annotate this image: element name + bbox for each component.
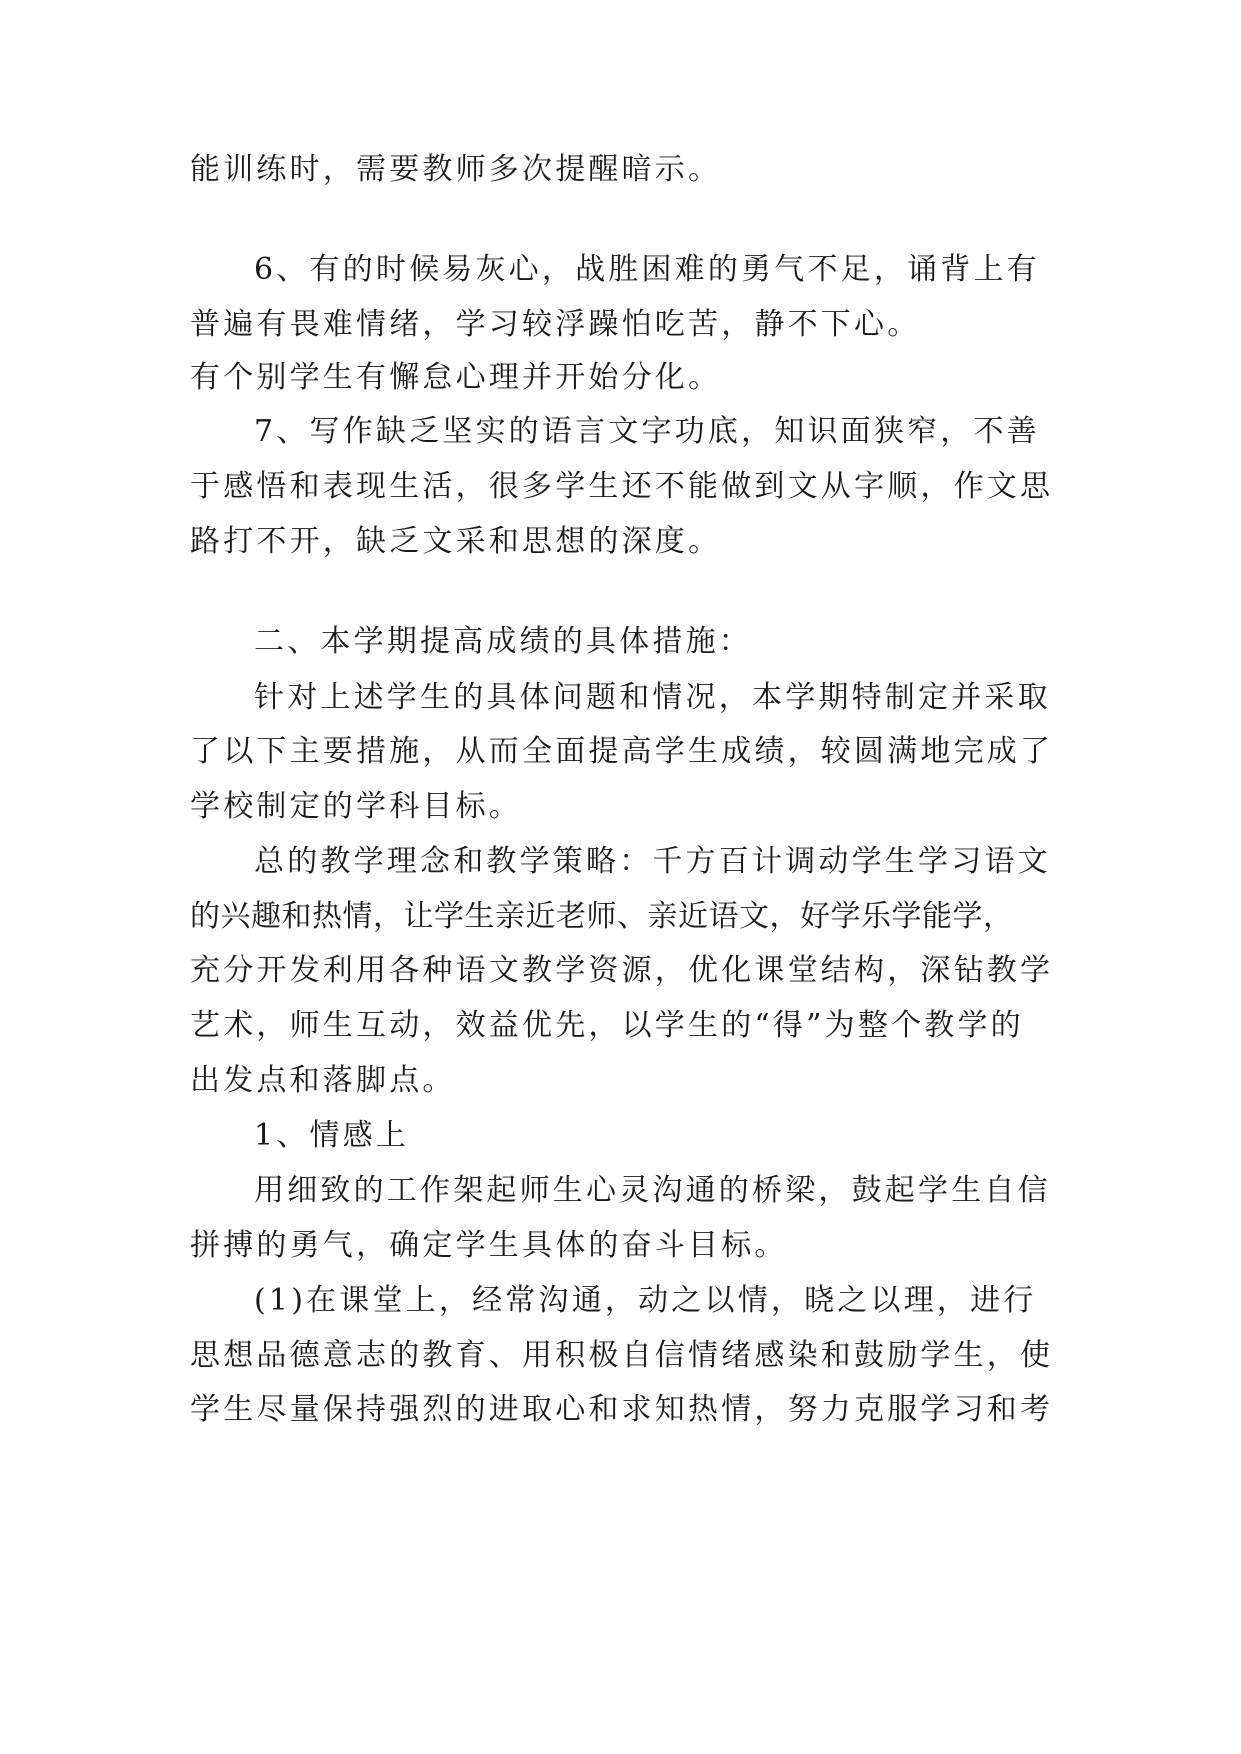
text-line: 的兴趣和热情，让学生亲近老师、亲近语文，好学乐学能学， xyxy=(190,899,1014,934)
text-line: 6、有的时候易灰心，战胜困难的勇气不足，诵背上有 xyxy=(254,252,1040,287)
text-line: 艺术，师生互动，效益优先，以学生的“得”为整个教学的 xyxy=(190,1008,1024,1043)
text-line: 于感悟和表现生活，很多学生还不能做到文从字顺，作文思 xyxy=(190,469,1054,504)
subheading: 1、情感上 xyxy=(254,1118,410,1153)
text-line: 针对上述学生的具体问题和情况，本学期特制定并采取 xyxy=(254,680,1051,715)
text-line: 能训练时，需要教师多次提醒暗示。 xyxy=(190,152,722,187)
section-heading: 二、本学期提高成绩的具体措施： xyxy=(254,624,752,659)
text-line: 充分开发利用各种语文教学资源，优化课堂结构，深钻教学 xyxy=(190,953,1054,988)
text-line: 有个别学生有懈怠心理并开始分化。 xyxy=(190,360,722,395)
text-line: 思想品德意志的教育、用积极自信情绪感染和鼓励学生，使 xyxy=(190,1338,1054,1373)
text-line: 7、写作缺乏坚实的语言文字功底，知识面狭窄，不善 xyxy=(254,414,1040,449)
text-line: 总的教学理念和教学策略：千方百计调动学生学习语文 xyxy=(254,844,1051,879)
text-line: 学校制定的学科目标。 xyxy=(190,789,522,824)
text-line: 用细致的工作架起师生心灵沟通的桥梁，鼓起学生自信 xyxy=(254,1173,1051,1208)
text-line: (1)在课堂上，经常沟通，动之以情，晓之以理，进行 xyxy=(254,1283,1037,1318)
text-line: 拼搏的勇气，确定学生具体的奋斗目标。 xyxy=(190,1228,788,1263)
text-line: 出发点和落脚点。 xyxy=(190,1063,456,1098)
text-line: 路打不开，缺乏文采和思想的深度。 xyxy=(190,524,722,559)
text-line: 了以下主要措施，从而全面提高学生成绩，较圆满地完成了 xyxy=(190,734,1054,769)
text-line: 普遍有畏难情绪，学习较浮躁怕吃苦，静不下心。 xyxy=(190,307,921,342)
text-line: 学生尽量保持强烈的进取心和求知热情，努力克服学习和考 xyxy=(190,1392,1054,1427)
